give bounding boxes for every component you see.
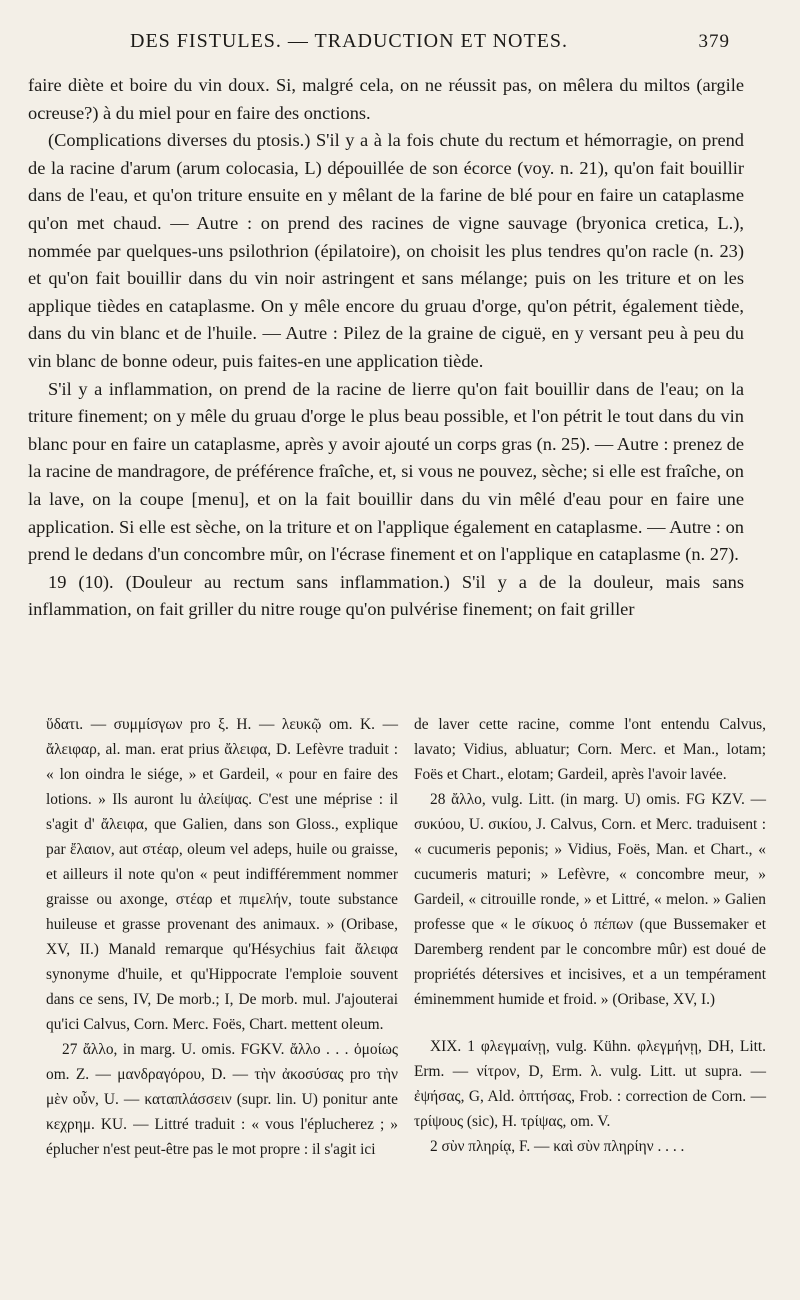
footnotes [46,712,766,1162]
paragraph-inflammation: S'il y a inflammation, on prend de la racine de lierre qu'on fait bouillir dans de l'eau; on la triture finement; on y mêle du gruau d'orge le plus beau possible, et l'on pétrit le tout dans du vin blanc pour en faire un cataplasme, après y avoir ajouté un corps gras (n. 25). — Autre : prenez de la racine de mandragore, de préférence fraîche, et, si vous ne pouvez, sèche; si elle est fraîche, on la lave, on la coupe [menu], et on la fait bouillir dans du vin mêlé d'eau pour en faire une application. Si elle est sèche, on la triture et on l'applique également en cataplasme. — Autre : on prend le dedans d'un concombre mûr, on l'écrase finement et on l'applique en cataplasme (n. 27). [28,378,744,565]
footnote-xix-2: 2 σὺν πληρίᾳ, F. — καὶ σὺν πληρίην . . . . [430,1138,685,1155]
footnote-continuation: ὕδατι. — συμμίσγων pro ξ. H. — λευκῷ om. K. — ἄλειφαρ, al. man. erat prius ἄλειφα, D. Lefèvre traduit : « lon oindra le siége, » et Gardeil, « pour en faire des lotions. » Ils auront lu ἀλείψας. C'est une méprise : il s'agit d' ἄλειφα, que Galien, dans son Gloss., explique par ἔλαιον, aut στέαρ, oleum vel adeps, huile ou graisse, et ailleurs il note qu'on « peut indifféremment nommer graisse ou axonge, στέαρ et πιμελήν, toute substance huileuse et grasse provenant des animaux. » (Oribase, XV, II.) Manald remarque qu'Hésychius fait ἄλειφα synonyme d'huile, et qu'Hippocrate l'emploie souvent dans ce sens, IV, De morb.; I, De morb. mul. J'ajouterai qu'ici Calvus, Corn. Merc. Foës, Chart. mettent oleum. [46,716,398,1033]
footnotes-right-column [414,712,766,1162]
running-header [130,30,730,53]
paragraph-diet: faire diète et boire du vin doux. Si, malgré cela, on ne réussit pas, on mêlera du miltos (argile ocreuse?) à du miel pour en faire des onctions. [28,75,744,123]
paragraph-section-19: 19 (10). (Douleur au rectum sans inflammation.) S'il y a de la douleur, mais sans inflammation, on fait griller du nitre rouge qu'on pulvérise finement; on fait griller [28,571,744,620]
paragraph-ptosis-complications: (Complications diverses du ptosis.) S'il y a à la fois chute du rectum et hémorragie, on prend de la racine d'arum (arum colocasia, L) dépouillée de son écorce (voy. n. 21), qu'on fait bouillir dans de l'eau, et qu'on triture ensuite en y mêlant de la farine de blé pour en faire un cataplasme qu'on met chaud. — Autre : on prend des racines de vigne sauvage (bryonica cretica, L.), nommée par quelques-uns psilothrion (épilatoire), on choisit les plus tendres qu'on racle (n. 23) et qu'on fait bouillir dans du vin noir astringent et sans mélange; puis on les triture et on les applique tièdes en cataplasme. On y mêle encore du gruau d'orge, qu'on pétrit, également tiède, dans du vin blanc et de l'huile. — Autre : Pilez de la graine de ciguë, en y versant peu à peu du vin blanc de bonne odeur, puis faites-en une application tiède. [28,130,744,371]
main-text [28,72,744,624]
footnote-continuation-right: de laver cette racine, comme l'ont entendu Calvus, lavato; Vidius, abluatur; Corn. Merc. et Man., lotam; Foës et Chart., elotam; Gardeil, après l'avoir lavée. [414,716,766,783]
footnote-27: 27 ἄλλο, in marg. U. omis. FGKV. ἄλλο . . . ὁμοίως om. Z. — μανδραγόρου, D. — τὴν ἀκοσύσας pro τὴν μὲν οὖν, U. — καταπλάσσειν (supr. lin. U) ponitur ante κεχρημ. KU. — Littré traduit : « vous l'éplucherez ; » éplucher n'est peut-être pas le mot propre : il s'agit ici [46,1041,398,1158]
footnote-28: 28 ἄλλο, vulg. Litt. (in marg. U) omis. FG KZV. — συκύου, U. σικίου, J. Calvus, Corn. et Merc. traduisent : « cucumeris peponis; » Vidius, Foës, Man. et Chart., « cucumeris maturi; » Lefèvre, « concombre meur, » Gardeil, « citrouille ronde, » et Littré, « melon. » Galien professe que « le σίκυος ὁ πέπων (que Bussemaker et Daremberg rendent par le concombre mûr) est doué de propriétés détersives et incisives, et a un tempérament éminemment humide et froid. » (Oribase, XV, I.) [414,791,766,1008]
footnote-xix-1: XIX. 1 φλεγμαίνῃ, vulg. Kühn. φλεγμήνῃ, DH, Litt. Erm. — νίτρον, D, Erm. λ. vulg. Litt. ut supra. — ἐψήσας, G, Ald. ὀπτήσας, Frob. : correction de Corn. — τρίψους (sic), H. τρίψας, om. V. [414,1038,766,1130]
running-title: DES FISTULES. — TRADUCTION ET NOTES. [130,30,569,52]
footnotes-left-column [46,712,398,1162]
page-number: 379 [698,31,730,52]
